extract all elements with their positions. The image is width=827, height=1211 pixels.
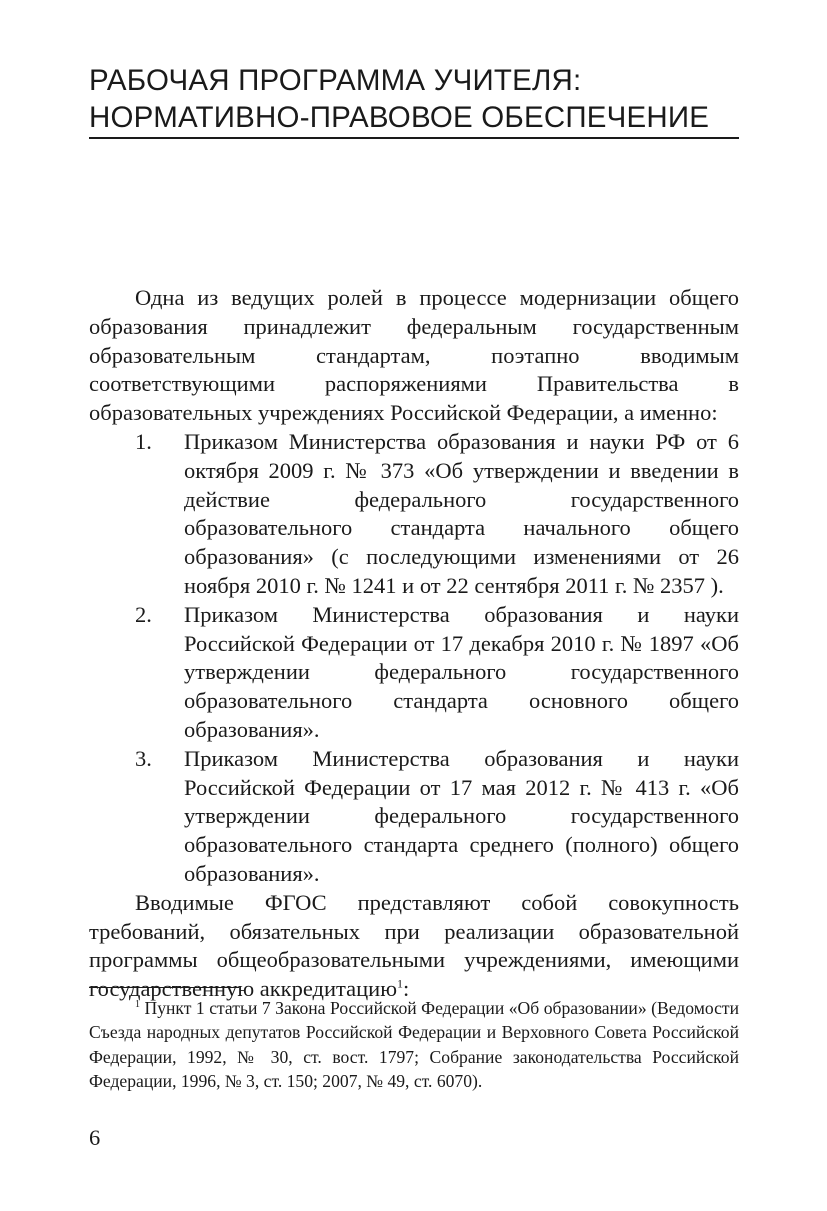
header-divider bbox=[89, 137, 739, 139]
intro-paragraph: Одна из ведущих ролей в процессе модернизации общего образования принадлежит федеральным государственным образовательным стандартам, поэтапно вводимым соответствующими распоряжениями Правительства в образовательных учреждениях Российской Федерации, а именно: bbox=[89, 285, 739, 426]
list-item-number: 1. bbox=[135, 428, 152, 454]
list-item-number: 2. bbox=[135, 601, 152, 627]
list-item-number: 3. bbox=[135, 745, 152, 771]
main-text bbox=[89, 284, 739, 1004]
page-number: 6 bbox=[89, 1125, 101, 1150]
footnote-marker: 1 bbox=[135, 999, 140, 1011]
list-item-text: Приказом Министерства образования и науки РФ от 6 октября 2009 г. № 373 «Об утверждении и введении в действие федерального государственного образовательного стандарта начального общего образования» (с последующими изменениями от 26 ноября 2010 г. № 1241 и от 22 сентября 2011 г. № 2357 ). bbox=[184, 428, 739, 598]
closing-text: Вводимые ФГОС представляют собой совокупность требований, обязательных при реализации образовательной программы общеобразовательными учреждениями, имеющими государственную аккредитацию bbox=[89, 889, 739, 1002]
list-item-text: Приказом Министерства образования и науки Российской Федерации от 17 декабря 2010 г. № 1897 «Об утверждении федерального государственного образовательного стандарта основного общего образования». bbox=[184, 601, 739, 742]
page-header-title bbox=[89, 62, 739, 136]
list-item bbox=[135, 601, 739, 745]
footnote bbox=[89, 996, 739, 1094]
header-title-line-2: НОРМАТИВНО-ПРАВОВОЕ ОБЕСПЕЧЕНИЕ bbox=[89, 101, 710, 134]
footnote-text: Пункт 1 статьи 7 Закона Российской Федерации «Об образовании» (Ведомости Съезда народных депутатов Российской Федерации и Верховного Совета Российской Федерации, 1992, № 30, ст. вост. 1797; Собрание законодательства Российской Федерации, 1996, № 3, ст. 150; 2007, № 49, ст. 6070). bbox=[89, 998, 739, 1092]
header-title-line-1: РАБОЧАЯ ПРОГРАММА УЧИТЕЛЯ: bbox=[89, 64, 582, 97]
list-item-text: Приказом Министерства образования и науки Российской Федерации от 17 мая 2012 г. № 413 г. «Об утверждении федерального государственного образовательного стандарта среднего (полного) общего образования». bbox=[184, 745, 739, 886]
closing-punctuation: : bbox=[403, 976, 410, 1002]
list-item bbox=[135, 428, 739, 601]
list-item bbox=[135, 745, 739, 889]
footnote-divider bbox=[89, 987, 239, 988]
order-list bbox=[89, 428, 739, 889]
footnote-reference[interactable]: 1 bbox=[397, 976, 404, 991]
